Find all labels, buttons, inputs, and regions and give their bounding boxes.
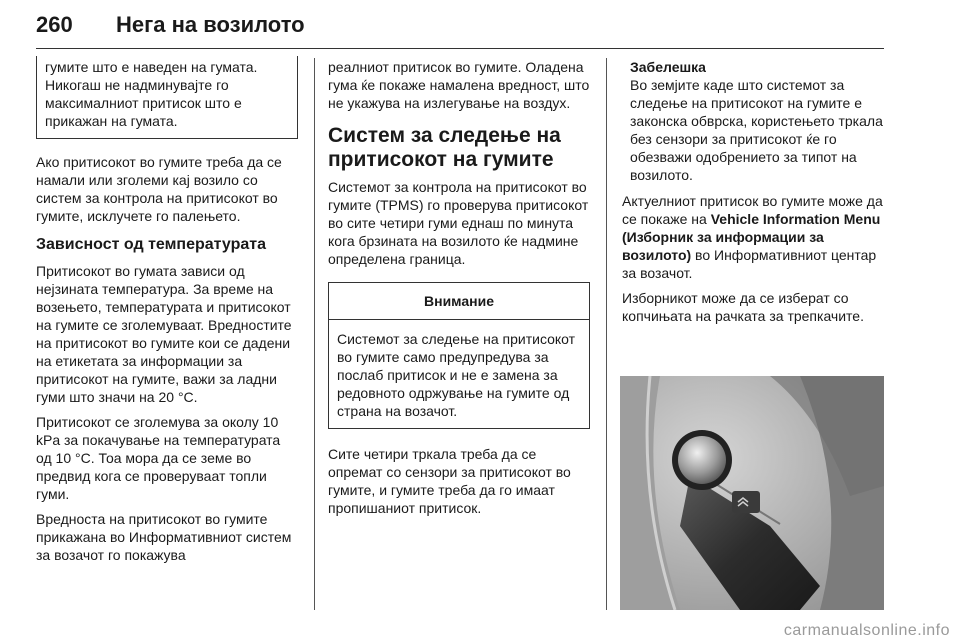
page-title: Нега на возилото: [116, 12, 305, 37]
paragraph: Системот за контрола на притисокот во гумите (TPMS) го проверува притисокот во сите четири гуми еднаш по минута кога брзината на возилото ќе надмине определена граница.: [328, 179, 589, 267]
paragraph: Сите четири тркала треба да се опремат со сензори за притисокот во гумите, и гумите треба да го имаат пропишаниот притисок.: [328, 446, 571, 516]
paragraph: Изборникот може да се изберат со копчињата на рачката за трепкачите.: [622, 290, 864, 324]
caution-title: Внимание: [329, 283, 589, 320]
page-number: 260: [36, 12, 73, 37]
page-header: [36, 10, 884, 49]
turn-signal-lever-photo: [620, 376, 884, 610]
menu-reference: Vehicle Information Menu (Изборник за информации за возилото): [622, 211, 881, 263]
column-divider: [314, 58, 315, 610]
note-box: [622, 58, 884, 184]
column-divider: [606, 58, 607, 610]
caution-box: [328, 282, 590, 429]
section-title: Систем за следење на притисокот на гумите: [328, 124, 561, 171]
note-text: Во земјите каде што системот за следење на притисокот на гумите е законска обврска, користењето тркала без сензори за притисокот ќе го обезважи одобрението за типот на возилото.: [630, 77, 883, 183]
lever-illustration: [620, 376, 884, 610]
text-run: во Информативниот центар за возачот.: [622, 247, 877, 281]
watermark: carmanualsonline.info: [783, 622, 950, 639]
column-1: [36, 58, 298, 571]
section-heading: Зависност од температурата: [36, 236, 266, 253]
caution-text: Системот за следење на притисокот во гумите само предупредува за послаб притисок и не е замена за редовното одржување на гумите од страна на возачот.: [337, 331, 576, 419]
continued-warning-box: гумите што е наведен на гумата. Никогаш не надминувајте го максималниот притисок што е прикажан на гумата.: [36, 56, 298, 139]
column-3: [622, 58, 884, 332]
paragraph: [622, 192, 884, 282]
note-title: Забелешка: [630, 59, 706, 75]
paragraph: Ако притисокот во гумите треба да се намали или зголеми кај возило со систем за контрола на притисокот во гумите, исклучете го палењето.: [36, 154, 282, 224]
paragraph: реалниот притисок во гумите. Оладена гума ќе покаже намалена вредност, што не укажува на излегување на воздух.: [328, 59, 590, 111]
paragraph: Притисокот се зголемува за околу 10 kPa за покачување на температурата од 10 °C. Тоа мора да се земе во предвид кога се проверуваат топли гуми.: [36, 414, 281, 502]
paragraph: Притисокот во гумата зависи од нејзината температура. За време на возењето, температурата и притисокот на гумите се зголемуваат. Вредностите на притисокот во гумите кои се дадени на етикетата за информации за притисокот на гумите, важи за ладни гуми што значи на 20 °C.: [36, 263, 292, 405]
column-2: [328, 58, 590, 524]
text-run: Актуелниот притисок во гумите може да се покаже на: [622, 193, 883, 227]
paragraph: Вредноста на притисокот во гумите прикажана во Информативниот систем за возачот го покажува: [36, 511, 292, 563]
